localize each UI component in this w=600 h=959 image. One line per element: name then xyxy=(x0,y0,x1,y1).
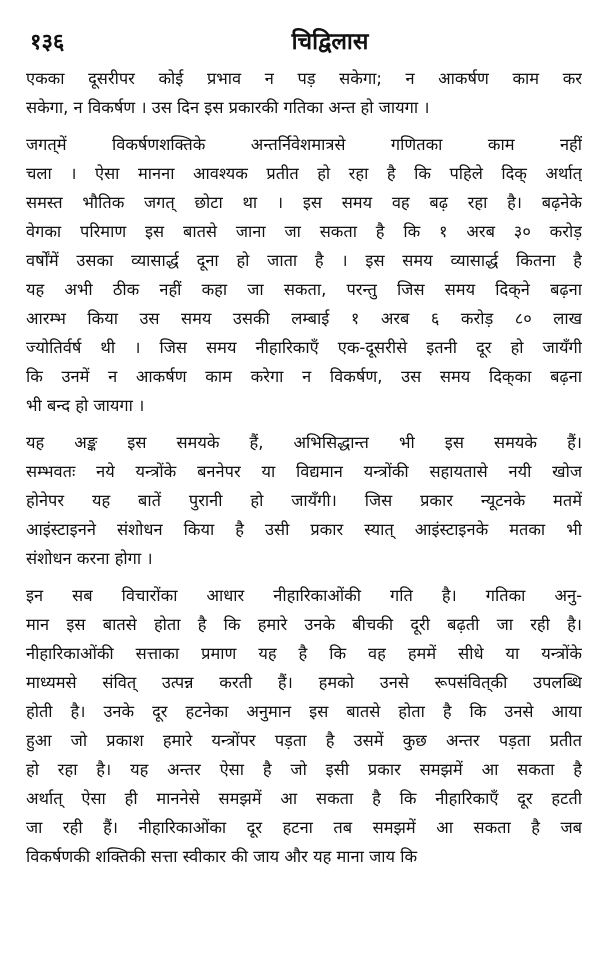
text-line: सकेगा, न विकर्षण । उस दिन इस प्रकारकी गतिका अन्त हो जायगा । xyxy=(26,98,430,117)
text-line: हुआ जो प्रकाश हमारे यन्त्रोंपर पड़ता है उसमें कुछ अन्तर पड़ता प्रतीत xyxy=(26,731,582,750)
text-line: जगत्‌में विकर्षणशक्तिके अन्तर्निवेशमात्रसे गणितका काम नहीं xyxy=(26,135,582,154)
text-line: एकका दूसरीपर कोई प्रभाव न पड़ सकेगा; न आकर्षण काम कर xyxy=(26,69,582,88)
text-line: समस्त भौतिक जगत् छोटा था । इस समय वह बढ़ रहा है। बढ़नेके xyxy=(26,193,582,212)
text-line: हो रहा है। यह अन्तर ऐसा है जो इसी प्रकार समझमें आ सकता है xyxy=(26,760,582,779)
text-line: चला । ऐसा मानना आवश्यक प्रतीत हो रहा है कि पहिले दिक् अर्थात् xyxy=(26,164,582,183)
text-line: भी बन्द हो जायगा । xyxy=(26,396,145,415)
text-line: विकर्षणकी शक्तिकी सत्ता स्वीकार की जाय और यह माना जाय कि xyxy=(26,847,418,866)
running-title: चिद्विलास xyxy=(291,29,369,55)
text-line: माध्यमसे संवित् उत्पन्न करती हैं। हमको उनसे रूपसंवित्‌की उपलब्धि xyxy=(26,673,582,692)
text-line: होती है। उनके दूर हटनेका अनुमान इस बातसे होता है कि उनसे आया xyxy=(26,702,582,721)
text-line: यह अङ्क इस समयके हैं, अभिसिद्धान्त भी इस समयके हैं। xyxy=(26,433,582,452)
text-line: वर्षोंमें उसका व्यासार्द्ध दूना हो जाता है । इस समय व्यासार्द्ध कितना है xyxy=(26,251,582,270)
page-header xyxy=(30,22,572,58)
text-line: आइंस्टाइनने संशोधन किया है उसी प्रकार स्यात् आइंस्टाइनके मतका भी xyxy=(26,520,582,539)
text-line: इन सब विचारोंका आधार नीहारिकाओंकी गति है। गतिका अनु- xyxy=(26,586,582,605)
paragraph-gap xyxy=(26,122,582,130)
body-text xyxy=(26,64,582,871)
paragraph xyxy=(26,64,582,122)
text-line: वेगका परिमाण इस बातसे जाना जा सकता है कि १ अरब ३० करोड़ xyxy=(26,222,582,241)
page-number: १३६ xyxy=(30,30,65,55)
paragraph-gap xyxy=(26,573,582,581)
text-line: कि उनमें न आकर्षण काम करेगा न विकर्षण, उस समय दिक्‌का बढ़ना xyxy=(26,367,582,386)
paragraph xyxy=(26,581,582,871)
paragraph-gap xyxy=(26,420,582,428)
text-line: ज्योतिर्वर्ष थी । जिस समय नीहारिकाएँ एक-दूसरीसे इतनी दूर हो जायँगी xyxy=(26,338,582,357)
text-line: यह अभी ठीक नहीं कहा जा सकता, परन्तु जिस समय दिक्‌ने बढ़ना xyxy=(26,280,582,299)
paragraph xyxy=(26,130,582,420)
text-line: अर्थात् ऐसा ही माननेसे समझमें आ सकता है कि नीहारिकाएँ दूर हटती xyxy=(26,789,582,808)
paragraph xyxy=(26,428,582,573)
text-line: संशोधन करना होगा । xyxy=(26,549,153,568)
text-line: होनेपर यह बातें पुरानी हो जायँगी। जिस प्रकार न्यूटनके मतमें xyxy=(26,491,582,510)
text-line: नीहारिकाओंकी सत्ताका प्रमाण यह है कि वह हममें सीधे या यन्त्रोंके xyxy=(26,644,582,663)
text-line: आरम्भ किया उस समय उसकी लम्बाई १ अरब ६ करोड़ ८० लाख xyxy=(26,309,582,328)
text-line: सम्भवतः नये यन्त्रोंके बननेपर या विद्यमान यन्त्रोंकी सहायतासे नयी खोज xyxy=(26,462,582,481)
text-line: मान इस बातसे होता है कि हमारे उनके बीचकी दूरी बढ़ती जा रही है। xyxy=(26,615,582,634)
text-line: जा रही हैं। नीहारिकाओंका दूर हटना तब समझमें आ सकता है जब xyxy=(26,818,582,837)
